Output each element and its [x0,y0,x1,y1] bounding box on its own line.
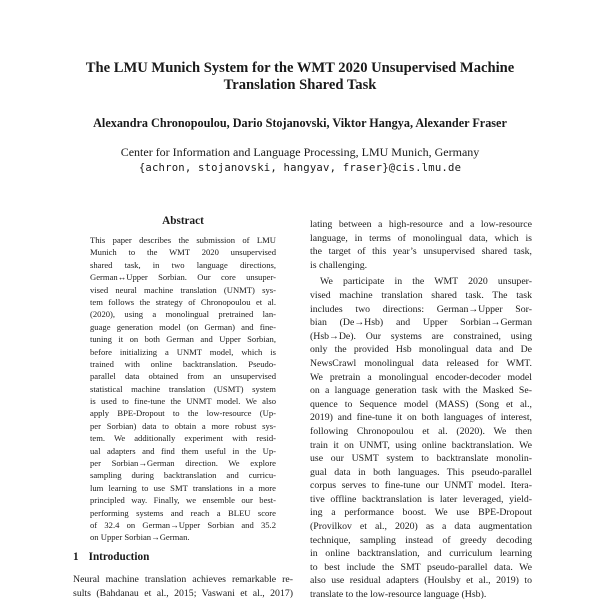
introduction-line: Neural machine translation achieves remarkable re- [73,574,293,585]
body-line: use our USMT system to backtranslate monolin- [310,453,532,465]
body-line: gual data in both languages. This pseudo-parallel [310,466,532,478]
abstract-line: (2020), using a monolingual pretrained lan- [90,309,276,320]
paragraph-1 [310,218,532,272]
introduction-body [73,573,293,600]
body-line: ing a performance boost. We use BPE-Dropout [310,507,532,519]
abstract-line: per Sorbian→German direction. We explore [90,458,276,469]
abstract-body [90,234,276,544]
abstract-line: trained with online backtranslation. Pseudo- [90,358,276,369]
abstract-line: per Sorbian) data to obtain a more robust sys- [90,420,276,431]
abstract-line: apply BPE-Dropout to the low-resource (Up- [90,408,276,419]
abstract-line: tuning it on both German and Upper Sorbian, [90,334,276,345]
body-line: translate to the low-resource language (Hsb). [310,589,487,600]
abstract-line: lum learning to use SMT translations in a more [90,482,276,493]
paragraph-2 [310,275,532,600]
abstract-line: on Upper Sorbian→German. [90,532,190,543]
abstract-line: tem follows the strategy of Chronopoulou et al. [90,296,276,307]
body-line: only the provided Hsb monolingual data and De [310,344,532,356]
body-line: language, in terms of monolingual data, which is [310,232,532,244]
right-column [310,218,532,600]
body-line: 2019) and fine-tune it on both languages of interest, [310,412,532,424]
abstract-line: This paper describes the submission of LMU [90,235,276,245]
body-line: train it on UNMT, using online backtranslation. We [310,439,532,451]
abstract-line: principled way. Finally, we ensemble our best- [90,495,276,506]
abstract-line: statistical machine translation (USMT) system [90,383,276,394]
abstract-line: vised neural machine translation (UNMT) sys- [90,284,276,295]
abstract-line: ual adapters and find them useful in the Up- [90,445,276,456]
affiliation: Center for Information and Language Processing, LMU Munich, Germany [120,145,480,159]
author-list: Alexandra Chronopoulou, Dario Stojanovski, Viktor Hangya, Alexander Fraser [93,116,507,130]
body-line: bian (De→Hsb) and Upper Sorbian→German [310,317,532,329]
abstract-line: tem. We additionally experiment with resid- [90,433,276,444]
abstract-line: of 32.4 on German→Upper Sorbian and 35.2 [90,519,276,530]
body-line: quence to Sequence model (MASS) (Song et al., [310,398,532,410]
section-number: 1 [73,551,79,563]
body-line: tive offline backtranslation is later leveraged, yield- [310,493,532,505]
body-line: also use residual adapters (Houlsby et al., 2019) to [310,575,532,587]
title-line-2: Translation Shared Task [223,77,377,93]
abstract-line: Munich to the WMT 2020 unsupervised [90,247,276,258]
body-line: is challenging. [310,259,368,271]
abstract-line: sampling during backtranslation and curricu- [90,470,276,481]
body-line: lating between a high-resource and a low-resource [310,219,532,230]
abstract-line: guage generation model (on German) and fine- [90,321,276,332]
abstract-line: parallel data obtained from an unsupervised [90,371,276,382]
body-line: the target of this year’s unsupervised shared task, [310,246,532,258]
section-title: Introduction [88,551,150,563]
paper-title [60,60,540,94]
body-line: following Chronopoulou et al. (2020). We then [310,425,532,437]
body-line: in online backtranslation, and curriculum learning [310,548,532,560]
body-line: includes two directions: German→Upper Sor- [310,303,532,315]
body-line: to best include the SMT pseudo-parallel data. We [310,561,532,573]
abstract-line: performing systems and reach a BLEU score [90,507,276,518]
abstract-line: shared task, in two language directions, [90,259,276,270]
abstract-line: German↔Upper Sorbian. Our core unsuper- [90,272,276,283]
email-addresses: {achron, stojanovski, hangyav, fraser}@cis.lmu.de [138,162,462,174]
introduction-line: sults (Bahdanau et al., 2015; Vaswani et al., 2017) [73,587,293,599]
abstract-line: before initializing a UNMT model, which is [90,346,276,357]
body-line: vised machine translation shared task. The task [310,289,532,301]
body-line: NewsCrawl monolingual data released for WMT. [310,357,532,369]
section-heading-introduction [73,550,149,564]
body-line: corpus serves to fine-tune our UNMT model. Itera- [310,480,532,492]
body-line: technique, sampling instead of greedy decoding [310,534,532,546]
abstract-line: is used to fine-tune the UNMT model. We also [90,396,276,407]
body-line: We pretrain a monolingual encoder-decoder model [310,371,532,383]
body-line: on a language generation task with the Masked Se- [310,385,532,397]
body-line: We participate in the WMT 2020 unsuper- [320,276,532,288]
title-line-1: The LMU Munich System for the WMT 2020 Unsupervised Machine [85,60,515,76]
body-line: (Hsb→De). Our systems are constrained, using [310,330,532,342]
abstract-heading: Abstract [162,215,204,227]
body-line: (Provilkov et al., 2020) as a data augmentation [310,521,532,533]
